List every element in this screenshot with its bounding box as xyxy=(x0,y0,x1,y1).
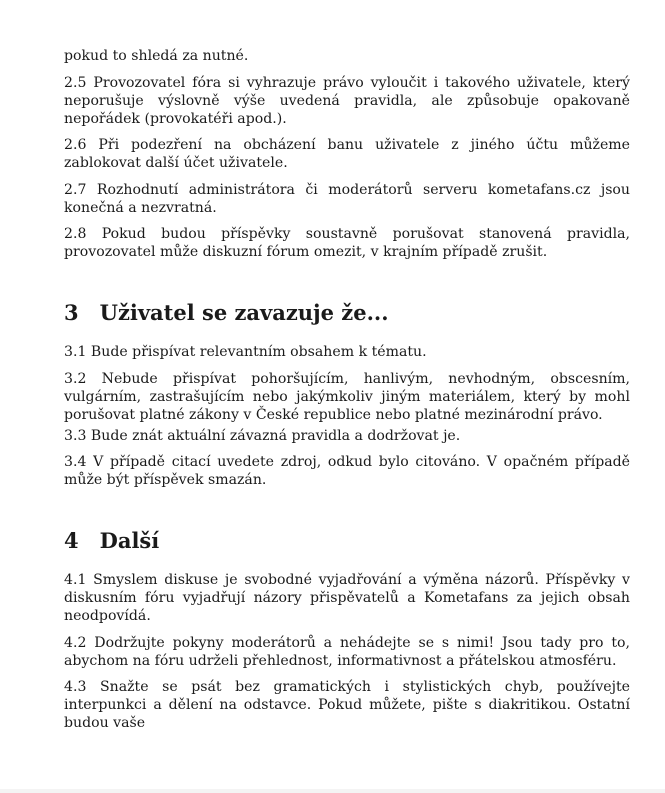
paragraph-3-2: 3.2 Nebude přispívat pohoršujícím, hanlivým, nevhodným, obscesním, vulgárním, zastrašujícím nebo jakýmkoliv jiným materiálem, který by mohl porušovat platné zákony v České republice nebo platné mezinárodní právo. xyxy=(64,370,630,423)
paragraph-2-5: 2.5 Provozovatel fóra si vyhrazuje právo vyloučit i takového uživatele, který neporušuje výslovně výše uvedená pravidla, ale způsobuje opakovaně nepořádek (provokatéři apod.). xyxy=(64,74,630,127)
section-3-number: 3 xyxy=(64,300,79,325)
section-3-title: Uživatel se zavazuje že... xyxy=(99,300,389,325)
paragraph-2-8: 2.8 Pokud budou příspěvky soustavně porušovat stanovená pravidla, provozovatel může diskuzní fórum omezit, v krajním případě zrušit. xyxy=(64,226,630,260)
paragraph-2-7: 2.7 Rozhodnutí administrátora či moderátorů serveru kometafans.cz jsou konečná a nezvratná. xyxy=(64,181,630,216)
section-4-number: 4 xyxy=(64,528,79,553)
document-content xyxy=(64,47,630,741)
paragraph-4-1: 4.1 Smyslem diskuse je svobodné vyjadřování a výměna názorů. Příspěvky v diskusním fóru vyjadřují názory přispěvatelů a Kometafans za jejich obsah neodpovídá. xyxy=(64,572,630,624)
paragraph-2-6: 2.6 Při podezření na obcházení banu uživatele z jiného účtu můžeme zablokovat další účet uživatele. xyxy=(64,137,630,171)
paragraph-3-4: 3.4 V případě citací uvedete zdroj, odkud bylo citováno. V opačném případě může být příspěvek smazán. xyxy=(64,454,630,488)
paragraph-continuation: pokud to shledá za nutné. xyxy=(64,48,249,64)
paragraph-4-3: 4.3 Snažte se psát bez gramatických i stylistických chyb, používejte interpunkci a dělení na odstavce. Pokud můžete, pište s diakritikou. Ostatní budou vaše xyxy=(64,679,630,731)
section-4-heading xyxy=(64,529,630,553)
paragraph-4-2: 4.2 Dodržujte pokyny moderátorů a nehádejte se s nimi! Jsou tady pro to, abychom na fóru udrželi přehlednost, informativnost a přátelskou atmosféru. xyxy=(64,634,630,669)
section-3-heading xyxy=(64,301,630,325)
section-4-title: Další xyxy=(99,528,160,553)
paragraph-3-1: 3.1 Bude přispívat relevantním obsahem k tématu. xyxy=(64,344,427,360)
paragraph-3-3: 3.3 Bude znát aktuální závazná pravidla a dodržovat je. xyxy=(64,427,461,444)
page-bottom-edge xyxy=(0,789,665,793)
